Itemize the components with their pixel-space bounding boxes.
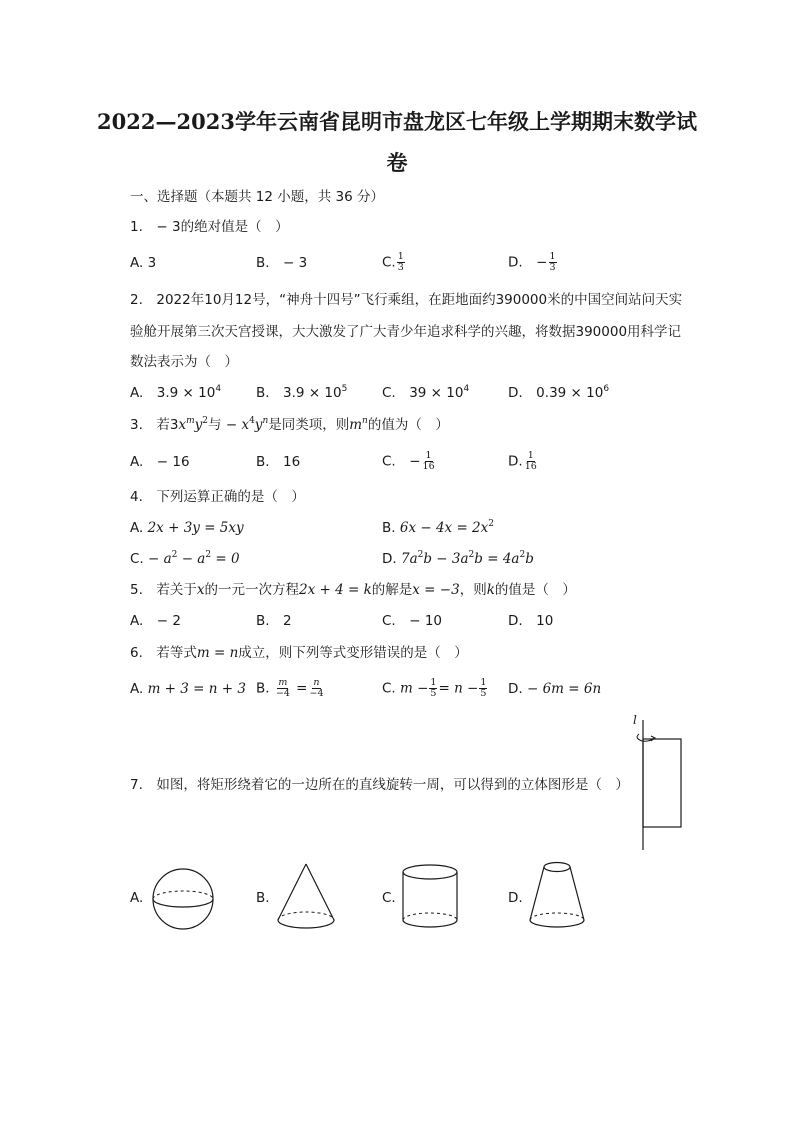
q7-stem: 7. 如图，将矩形绕着它的一边所在的直线旋转一周，可以得到的立体图形是（ ） [130, 777, 629, 793]
frustum-icon [526, 860, 588, 934]
q2-stem-line-3: 数法表示为（ ） [130, 354, 238, 370]
fraction: $\frac{1}{16}$ [524, 450, 537, 472]
q6-option-b: B. $\frac{m}{-4}$ = $\frac{n}{-4}$ [256, 677, 324, 699]
fraction: $\frac{1}{16}$ [422, 450, 435, 472]
q7-option-c: C. [382, 890, 396, 906]
cone-icon [274, 862, 338, 934]
q7-option-a: A. [130, 890, 144, 906]
fraction: $\frac{m}{-4}$ [275, 677, 290, 699]
rectangle-shape [643, 739, 681, 827]
section-heading: 一、选择题（本题共 12 小题，共 36 分） [130, 189, 385, 205]
q1-stem: 1. − 3的绝对值是（ ） [130, 219, 289, 235]
q3-option-a: A. − 16 [130, 454, 190, 470]
page-title-line-1: 2022—2023学年云南省昆明市盘龙区七年级上学期期末数学试 [97, 109, 697, 134]
q5-option-d: D. 10 [508, 613, 554, 629]
q6-stem: 6. 若等式m = n成立，则下列等式变形错误的是（ ） [130, 645, 468, 661]
q3-option-b: B. 16 [256, 454, 301, 470]
axis-label: l [633, 713, 637, 727]
q2-option-a: A. $3.9 \times 10^4$ [130, 384, 222, 401]
q3-stem: 3. 若$3x^my^2$与 − $x^4y^n$是同类项，则$m^n$的值为（ ） [130, 416, 449, 433]
cylinder-icon [400, 862, 460, 934]
q5-option-c: C. − 10 [382, 613, 442, 629]
q4-option-c: C. − $a^2 - a^2 = 0$ [130, 550, 240, 567]
q1-option-b: B. − 3 [256, 255, 308, 271]
q2-stem-line-1: 2. 2022年10月12号，“神舟十四号”飞行乘组，在距地面约390000米的中国空间站问天实 [130, 292, 683, 308]
fraction: $\frac{1}{5}$ [430, 677, 437, 699]
q2-option-d: D. $0.39 \times 10^6$ [508, 384, 610, 401]
fraction: $\frac{n}{-4}$ [309, 677, 324, 699]
q7-option-b: B. [256, 890, 270, 906]
q4-option-b: B. $6x - 4x = 2x^2$ [382, 519, 494, 536]
q1-option-c: C. $\frac{1}{3}$ [382, 251, 404, 273]
sphere-icon [150, 866, 216, 932]
q6-option-c: C. m − $\frac{1}{5}$ = n − $\frac{1}{5}$ [382, 677, 487, 699]
fraction: $\frac{1}{3}$ [397, 251, 404, 273]
q3-option-c: C. − $\frac{1}{16}$ [382, 450, 435, 472]
q1-option-a: A. 3 [130, 255, 157, 271]
q5-option-a: A. − 2 [130, 613, 181, 629]
q6-option-a: A. m + 3 = n + 3 [130, 681, 246, 697]
q6-option-d: D. − 6m = 6n [508, 681, 602, 697]
q5-stem: 5. 若关于x的一元一次方程2x + 4 = k的解是x = −3，则k的值是（ ） [130, 582, 576, 598]
fraction: $\frac{1}{5}$ [480, 677, 487, 699]
q4-option-d: D. $7a^2b - 3a^2b = 4a^2b$ [382, 550, 534, 567]
q2-option-b: B. $3.9 \times 10^5$ [256, 384, 348, 401]
q2-option-c: C. $39 \times 10^4$ [382, 384, 470, 401]
rotation-figure [620, 710, 700, 855]
q7-option-d: D. [508, 890, 523, 906]
page-title-line-2: 卷 [386, 150, 408, 175]
q3-option-d: D. $\frac{1}{16}$ [508, 450, 537, 472]
q5-option-b: B. 2 [256, 613, 292, 629]
q2-stem-line-2: 验舱开展第三次天宫授课，大大激发了广大青少年追求科学的兴趣，将数据390000用科学记 [130, 324, 682, 340]
q1-option-d: D. − $\frac{1}{3}$ [508, 251, 556, 273]
q4-stem: 4. 下列运算正确的是（ ） [130, 489, 305, 505]
fraction: $\frac{1}{3}$ [549, 251, 556, 273]
q4-option-a: A. 2x + 3y = 5xy [130, 520, 244, 536]
